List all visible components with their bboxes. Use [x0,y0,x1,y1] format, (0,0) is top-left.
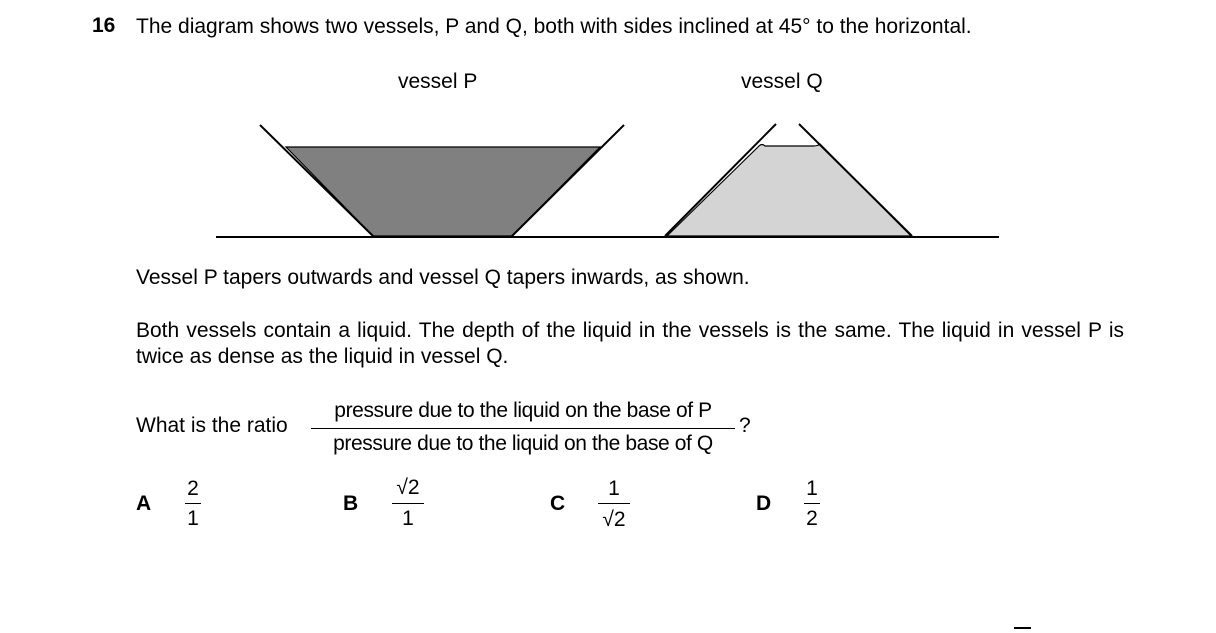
ratio-fraction-bar [311,428,735,429]
vessel-p-label: vessel P [398,70,478,93]
option-a-fraction-bar [185,503,201,504]
option-b-fraction-bar [392,503,424,504]
option-a-denominator: 1 [187,507,199,530]
vessel-q-label: vessel Q [741,70,823,93]
vessels-diagram [0,0,1216,260]
option-b-letter[interactable]: B [343,492,359,515]
page-edge-mark [1014,627,1031,633]
taper-paragraph: Vessel P tapers outwards and vessel Q tapers inwards, as shown. [136,266,750,289]
option-c-fraction-bar [598,503,630,504]
ratio-numerator: pressure due to the liquid on the base of P [334,399,712,422]
density-paragraph: Both vessels contain a liquid. The depth of the liquid in the vessels is the same. The liquid in vessel P is twice as dense as the liquid in vessel Q. [136,319,1124,368]
option-d-fraction-bar [804,503,820,504]
option-d-numerator: 1 [806,477,818,500]
option-d-letter[interactable]: D [756,492,772,515]
question-number: 16 [92,14,116,37]
option-c-numerator: 1 [608,477,620,500]
option-d-denominator: 2 [806,507,818,530]
vessel-p-liquid [286,147,600,236]
vessel-q-liquid [667,144,911,236]
ratio-suffix: ? [739,414,751,437]
option-a-letter[interactable]: A [136,492,152,515]
option-b-numerator: √2 [396,476,420,499]
option-a-numerator: 2 [187,477,199,500]
question-stem: The diagram shows two vessels, P and Q, both with sides inclined at 45° to the horizontal. [136,15,972,38]
option-c-denominator: √2 [602,508,626,531]
ratio-prefix: What is the ratio [136,414,288,437]
option-c-letter[interactable]: C [550,492,566,515]
option-b-denominator: 1 [402,507,414,530]
ratio-denominator: pressure due to the liquid on the base of Q [333,432,713,455]
